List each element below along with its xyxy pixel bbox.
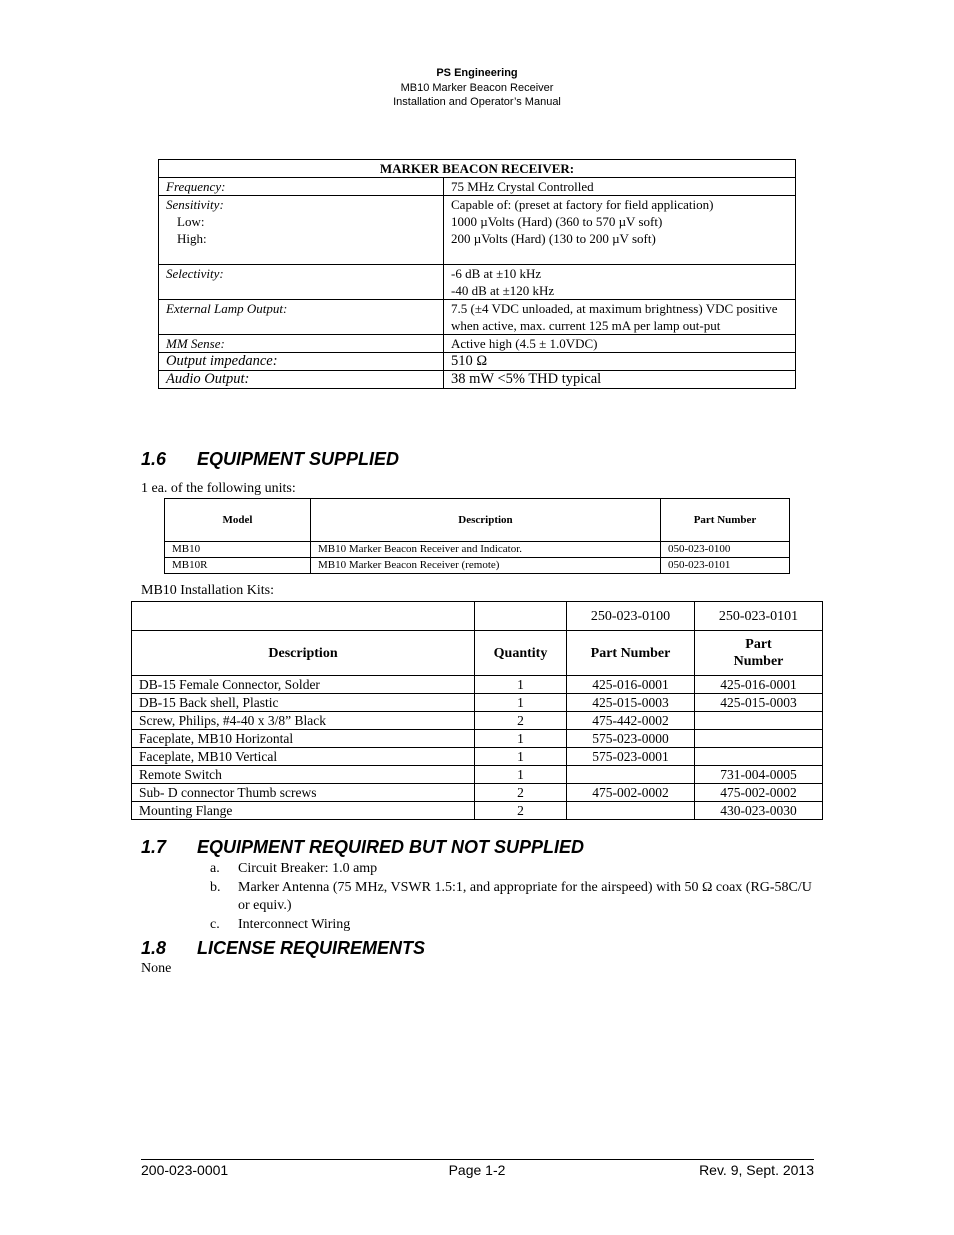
list-item-text: Circuit Breaker: 1.0 amp (238, 861, 378, 876)
units-cell-model: MB10R (165, 558, 311, 574)
kits-cell-part-a (567, 766, 695, 784)
kits-cell-part-b: 731-004-0005 (695, 766, 823, 784)
spec-title-row (159, 160, 796, 178)
spec-label-low: Low: (177, 214, 205, 229)
list-marker: c. (210, 916, 220, 932)
license-text: None (141, 961, 172, 976)
spec-sensitivity-line3: 200 µVolts (Hard) (130 to 200 µV soft) (451, 231, 656, 246)
spec-row-impedance: Output impedance: 510 Ω (159, 353, 796, 371)
kits-header-description: Description (132, 631, 475, 676)
table-row (132, 766, 823, 784)
list-item-text: Marker Antenna (75 MHz, VSWR 1.5:1, and appropriate for the airspeed) with 50 Ω coax (RG-58C/U or equiv.) (238, 879, 812, 913)
spec-label-sensitivity: Sensitivity (166, 197, 220, 212)
spec-selectivity-line2: -40 dB at ±120 kHz (451, 283, 555, 298)
units-table (164, 498, 790, 574)
spec-row-selectivity: Selectivity: -6 dB at ±10 kHz -40 dB at ±120 kHz (159, 265, 796, 300)
kits-cell-quantity: 1 (475, 730, 567, 748)
kits-table (131, 601, 823, 820)
kits-header-part-b: Part Number (695, 631, 823, 676)
table-row (165, 542, 790, 558)
spec-label-high: High: (177, 231, 207, 246)
kits-cell-description: DB-15 Female Connector, Solder (132, 676, 475, 694)
header-product: MB10 Marker Beacon Receiver (400, 81, 554, 94)
spec-row-lamp: External Lamp Output: 7.5 (±4 VDC unloaded, at maximum brightness) VDC positive when active, max. current 125 mA per lamp out-put (159, 300, 796, 335)
header-company: PS Engineering (436, 67, 518, 79)
list-item (204, 916, 816, 935)
kits-cell-part-a: 425-015-0003 (567, 694, 695, 712)
spec-title: MARKER BEACON RECEIVER: (159, 160, 796, 178)
units-header-model: Model (165, 499, 311, 542)
table-row (132, 730, 823, 748)
spec-row-sensitivity: Sensitivity: Low: High: Capable of: (preset at factory for field application) 1000 µVolts (Hard) (360 to 570 µV soft) 200 µVolts (Hard) (130 to 200 µV soft) (159, 196, 796, 265)
spec-label-selectivity: Selectivity (166, 266, 220, 281)
spec-label-mm-sense: MM Sense (166, 336, 221, 351)
kits-cell-description: Faceplate, MB10 Horizontal (132, 730, 475, 748)
kits-header-quantity: Quantity (475, 631, 567, 676)
kits-kit-number-row (132, 602, 823, 631)
list-item (204, 860, 816, 879)
section-number-1-7: 1.7 (141, 837, 167, 857)
spec-label-frequency: Frequency (166, 179, 222, 194)
kits-cell-quantity: 1 (475, 676, 567, 694)
required-equipment-list (204, 860, 816, 934)
units-cell-description: MB10 Marker Beacon Receiver (remote) (311, 558, 661, 574)
table-row (132, 802, 823, 820)
kits-cell-part-a: 575-023-0000 (567, 730, 695, 748)
kits-cell-part-a: 475-442-0002 (567, 712, 695, 730)
header-manual: Installation and Operator’s Manual (393, 96, 561, 108)
section-title-1-6: EQUIPMENT SUPPLIED (197, 449, 400, 469)
kits-cell-quantity: 1 (475, 766, 567, 784)
units-cell-model: MB10 (165, 542, 311, 558)
kits-kit-b-number: 250-023-0101 (695, 602, 823, 631)
spec-row-audio: Audio Output: 38 mW <5% THD typical (159, 371, 796, 389)
spec-label-audio: Audio Output (166, 371, 245, 387)
kits-label: MB10 Installation Kits: (141, 583, 274, 598)
kits-cell-quantity: 2 (475, 712, 567, 730)
kits-cell-part-b: 425-016-0001 (695, 676, 823, 694)
kits-cell-quantity: 1 (475, 748, 567, 766)
footer-doc-number: 200-023-0001 (141, 1162, 229, 1178)
table-row (132, 784, 823, 802)
section-title-1-8: LICENSE REQUIREMENTS (197, 938, 426, 958)
units-header-row (165, 499, 790, 542)
section-title-1-7: EQUIPMENT REQUIRED BUT NOT SUPPLIED (197, 837, 585, 857)
kits-cell-part-a (567, 802, 695, 820)
section-number-1-6: 1.6 (141, 449, 167, 469)
units-cell-part: 050-023-0101 (661, 558, 790, 574)
page-header (0, 66, 954, 110)
section-heading-1-6 (141, 449, 399, 470)
kits-header-row (132, 631, 823, 676)
spec-row-mm-sense: MM Sense: Active high (4.5 ± 1.0VDC) (159, 335, 796, 353)
spec-sensitivity-line1: Capable of: (preset at factory for field application) (451, 197, 714, 212)
list-item (204, 879, 816, 916)
section-heading-1-7 (141, 837, 584, 858)
table-row (132, 676, 823, 694)
kits-header-part-a: Part Number (567, 631, 695, 676)
units-header-description: Description (311, 499, 661, 542)
kits-cell-description: DB-15 Back shell, Plastic (132, 694, 475, 712)
footer-page-number: Page 1-2 (448, 1162, 506, 1178)
footer-revision: Rev. 9, Sept. 2013 (699, 1162, 814, 1178)
table-row (132, 694, 823, 712)
spec-value-impedance: 510 Ω (444, 353, 796, 371)
units-cell-description: MB10 Marker Beacon Receiver and Indicator. (311, 542, 661, 558)
kits-cell-description: Remote Switch (132, 766, 475, 784)
kits-cell-description: Sub- D connector Thumb screws (132, 784, 475, 802)
spec-sensitivity-line2: 1000 µVolts (Hard) (360 to 570 µV soft) (451, 214, 663, 229)
units-header-part: Part Number (661, 499, 790, 542)
table-row (132, 712, 823, 730)
kits-cell-description: Mounting Flange (132, 802, 475, 820)
kits-cell-quantity: 2 (475, 784, 567, 802)
table-row (165, 558, 790, 574)
spec-label-lamp: External Lamp Output (166, 301, 283, 316)
list-item-text: Interconnect Wiring (238, 916, 351, 932)
units-intro: 1 ea. of the following units: (141, 481, 296, 496)
kits-cell-part-a: 575-023-0001 (567, 748, 695, 766)
spec-value-lamp: 7.5 (±4 VDC unloaded, at maximum brightness) VDC positive when active, max. current 125 mA per lamp out-put (444, 300, 796, 335)
kits-cell-part-b (695, 730, 823, 748)
kits-cell-part-b: 425-015-0003 (695, 694, 823, 712)
spec-table (158, 159, 796, 389)
kits-cell-part-b (695, 712, 823, 730)
kits-cell-part-b (695, 748, 823, 766)
table-row (132, 748, 823, 766)
spec-value-mm-sense: Active high (4.5 ± 1.0VDC) (444, 335, 796, 353)
units-cell-part: 050-023-0100 (661, 542, 790, 558)
spec-value-audio: 38 mW <5% THD typical (444, 371, 796, 389)
kits-cell-description: Screw, Philips, #4-40 x 3/8” Black (132, 712, 475, 730)
section-number-1-8: 1.8 (141, 938, 167, 958)
section-heading-1-8 (141, 938, 425, 959)
kits-cell-quantity: 2 (475, 802, 567, 820)
list-marker: a. (210, 861, 220, 876)
spec-selectivity-line1: -6 dB at ±10 kHz (451, 266, 542, 281)
kits-cell-part-b: 475-002-0002 (695, 784, 823, 802)
kits-cell-part-b: 430-023-0030 (695, 802, 823, 820)
kits-cell-quantity: 1 (475, 694, 567, 712)
footer-divider (141, 1159, 814, 1160)
kits-cell-part-a: 475-002-0002 (567, 784, 695, 802)
kits-cell-part-a: 425-016-0001 (567, 676, 695, 694)
kits-kit-a-number: 250-023-0100 (567, 602, 695, 631)
spec-label-impedance: Output impedance (166, 353, 273, 369)
spec-row-frequency: Frequency: 75 MHz Crystal Controlled (159, 178, 796, 196)
kits-cell-description: Faceplate, MB10 Vertical (132, 748, 475, 766)
list-marker: b. (210, 879, 221, 895)
spec-value-frequency: 75 MHz Crystal Controlled (444, 178, 796, 196)
